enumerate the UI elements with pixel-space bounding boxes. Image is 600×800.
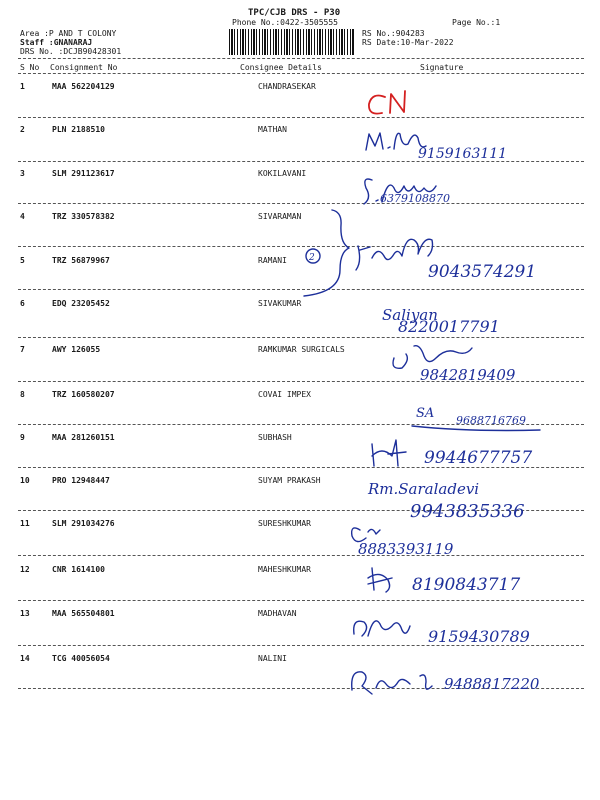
consignee-name: SIVAKUMAR xyxy=(258,299,302,308)
svg-text:9488817220: 9488817220 xyxy=(444,675,540,693)
svg-text:8190843717: 8190843717 xyxy=(412,575,521,595)
signature-mathan xyxy=(366,133,507,162)
signature-keerthi xyxy=(364,179,450,205)
signature-suyam xyxy=(367,480,525,522)
svg-text:2: 2 xyxy=(309,253,315,263)
signature-madhavan xyxy=(354,621,530,646)
area-field: Area :P AND T COLONY xyxy=(20,29,117,38)
consignee-name: NALINI xyxy=(258,654,287,663)
signature-sivakumar xyxy=(382,306,500,336)
signature-ramkumar xyxy=(393,346,516,384)
svg-text:SA: SA xyxy=(416,406,435,421)
row-sno: 7 xyxy=(20,345,25,354)
phone-number: Phone No.:0422-3505555 xyxy=(232,18,338,27)
row-sno: 13 xyxy=(20,609,30,618)
bracket-annotation xyxy=(304,210,349,296)
phone-handwritten: 9159163111 xyxy=(418,146,508,162)
svg-text:9943835336: 9943835336 xyxy=(410,501,525,522)
signature-subhash xyxy=(372,440,532,468)
consignee-name: MAHESHKUMAR xyxy=(258,565,311,574)
svg-text:6379108870: 6379108870 xyxy=(380,192,450,205)
row-sno: 12 xyxy=(20,565,30,574)
col-header-consignee: Consignee Details xyxy=(240,63,322,72)
consignment-number: MAA 565504801 xyxy=(52,609,115,618)
consignee-name: SURESHKUMAR xyxy=(258,519,311,528)
row-sno: 8 xyxy=(20,390,25,399)
consignment-number: PRO 12948447 xyxy=(52,476,110,485)
consignment-number: TCG 40056054 xyxy=(52,654,110,663)
col-header-consignment: Consignment No xyxy=(50,63,118,72)
consignment-number: EDQ 23205452 xyxy=(52,299,110,308)
signature-ramani xyxy=(356,239,536,282)
svg-text:9043574291: 9043574291 xyxy=(428,262,537,282)
consignment-number: TRZ 56879967 xyxy=(52,256,110,265)
row-sno: 2 xyxy=(20,125,25,134)
signature-sureshkumar xyxy=(352,528,454,558)
consignee-name: CHANDRASEKAR xyxy=(258,82,316,91)
rs-number: RS No.:904283 xyxy=(362,29,425,38)
consignment-number: SLM 291123617 xyxy=(52,169,115,178)
svg-text:Saliyan: Saliyan xyxy=(382,306,438,324)
row-sno: 14 xyxy=(20,654,30,663)
signature-nalini xyxy=(352,672,540,694)
consignment-number: PLN 2188510 xyxy=(52,125,105,134)
row-sno: 5 xyxy=(20,256,25,265)
signature-maheshkumar xyxy=(368,568,520,595)
col-header-sno: S No xyxy=(20,63,40,72)
consignment-number: MAA 562204129 xyxy=(52,82,115,91)
svg-text:9159430789: 9159430789 xyxy=(428,627,530,646)
consignee-name: KOKILAVANI xyxy=(258,169,307,178)
svg-text:8883393119: 8883393119 xyxy=(358,540,454,558)
signature-red-initials xyxy=(369,91,405,114)
consignee-name: SUBHASH xyxy=(258,433,292,442)
consignment-number: TRZ 330578382 xyxy=(52,212,115,221)
consignee-name: COVAI IMPEX xyxy=(258,390,311,399)
consignee-name: RAMANI xyxy=(258,256,287,265)
row-sno: 3 xyxy=(20,169,25,178)
consignment-number: AWY 126055 xyxy=(52,345,101,354)
svg-text:8220017791: 8220017791 xyxy=(398,317,500,336)
svg-text:9688716769: 9688716769 xyxy=(456,414,526,427)
staff-field: Staff :GNANARAJ xyxy=(20,38,93,47)
svg-text:9842819409: 9842819409 xyxy=(420,366,516,384)
row-sno: 11 xyxy=(20,519,30,528)
row-sno: 4 xyxy=(20,212,25,221)
consignee-name: SUYAM PRAKASH xyxy=(258,476,321,485)
rs-date: RS Date:10-Mar-2022 xyxy=(362,38,454,47)
consignee-name: RAMKUMAR SURGICALS xyxy=(258,345,345,354)
consignment-number: CNR 1614100 xyxy=(52,565,105,574)
consignment-number: TRZ 160580207 xyxy=(52,390,115,399)
col-header-signature: Signature xyxy=(420,63,464,72)
drs-number: DRS No. :DCJB90428301 xyxy=(20,47,122,56)
signature-covai xyxy=(412,406,540,431)
row-sno: 10 xyxy=(20,476,30,485)
consignee-name: MADHAVAN xyxy=(258,609,297,618)
svg-text:9944677757: 9944677757 xyxy=(424,448,533,468)
row-sno: 1 xyxy=(20,82,25,91)
consignee-name: SIVARAMAN xyxy=(258,212,302,221)
drs-title: TPC/CJB DRS - P30 xyxy=(248,8,341,18)
row-sno: 9 xyxy=(20,433,25,442)
consignment-number: SLM 291034276 xyxy=(52,519,115,528)
row-sno: 6 xyxy=(20,299,25,308)
page-number: Page No.:1 xyxy=(452,18,501,27)
consignment-number: MAA 281260151 xyxy=(52,433,115,442)
consignee-name: MATHAN xyxy=(258,125,287,134)
svg-text:Rm.Saraladevi: Rm.Saraladevi xyxy=(368,480,480,498)
